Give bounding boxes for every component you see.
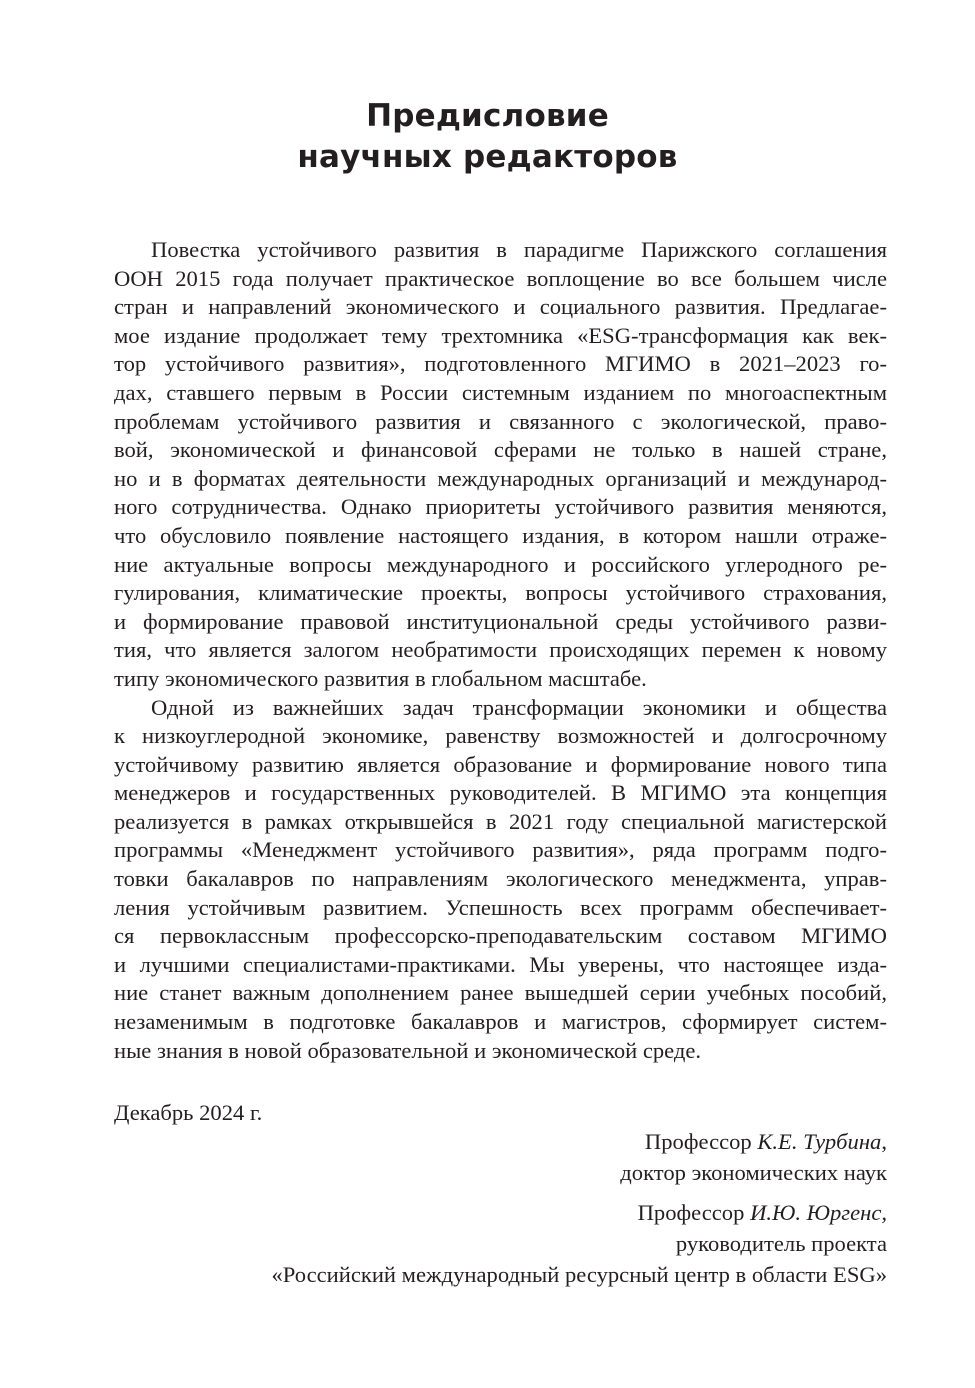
text-line: проблемам устойчивого развития и связанного с экологической, право- [114,408,887,434]
signature-prefix: Профессор [637,1200,751,1225]
text-line: типу экономического развития в глобальном масштабе. [114,665,647,691]
text-line: ления устойчивым развитием. Успешность всех программ обеспечивает- [114,894,887,920]
text-line: к низкоуглеродной экономике, равенству возможностей и долгосрочному [114,723,887,749]
text-line: тор устойчивого развития», подготовленного МГИМО в 2021–2023 го- [114,351,887,377]
text-line: программы «Менеджмент устойчивого развития», ряда программ подго- [114,837,887,863]
page-title-line-2: научных редакторов [297,139,678,175]
text-line: реализуется в рамках открывшейся в 2021 году специальной магистерской [114,808,887,834]
text-line: товки бакалавров по направлениям экологического менеджмента, управ- [114,866,887,892]
text-line: Повестка устойчивого развития в парадигме Парижского соглашения [151,237,887,262]
text-line: ные знания в новой образовательной и экономической среде. [114,1037,702,1063]
signature-prefix: Профессор [644,1129,758,1154]
text-line: ние станет важным дополнением ранее вышедшей серии учебных пособий, [114,980,887,1006]
text-line: незаменимым в подготовке бакалавров и магистров, сформирует систем- [114,1009,887,1035]
page-title-line-1: Предисловие [366,98,609,134]
signature-yurgens [271,1197,887,1290]
text-line: мое издание продолжает тему трехтомника «ESG-трансформация как век- [114,322,887,348]
text-line: Одной из важнейших задач трансформации экономики и общества [151,694,887,720]
text-line: тия, что является залогом необратимости происходящих перемен к новому [114,637,887,663]
text-line: стран и направлений экономического и социального развития. Предлагае- [114,294,887,320]
signature-turbina [620,1126,887,1188]
paragraph-1 [114,236,887,694]
signature-name: К.Е. Турбина [757,1129,882,1154]
text-line: устойчивому развитию является образование и формирование нового типа [114,751,887,777]
signature-suffix: , [881,1129,887,1154]
text-line: ся первоклассным профессорско-преподавательским составом МГИМО [114,923,887,949]
signature-title: руководитель проекта [675,1231,887,1256]
text-line: менеджеров и государственных руководителей. В МГИМО эта концепция [114,780,887,806]
text-line: ного сотрудничества. Однако приоритеты устойчивого развития меняются, [114,494,887,520]
text-line: и формирование правовой институциональной среды устойчивого разви- [114,608,887,634]
date-line: Декабрь 2024 г. [114,1100,263,1125]
paragraph-2 [114,694,887,1066]
text-line: ние актуальные вопросы международного и российского углеродного ре- [114,551,887,577]
body-text [114,236,887,1065]
text-line: ООН 2015 года получает практическое воплощение во все большем числе [114,265,887,291]
signature-title: «Российский международный ресурсный центр в области ESG» [271,1262,887,1287]
signature-line [620,1126,887,1157]
text-line: гулирования, климатические проекты, вопросы устойчивого страхования, [114,580,887,606]
text-line: что обусловило появление настоящего издания, в котором нашли отраже- [114,522,887,548]
text-line: вой, экономической и финансовой сферами не только в нашей стране, [114,437,887,463]
signature-line [271,1197,887,1228]
text-line: дах, ставшего первым в России системным изданием по многоаспектным [114,379,887,405]
signature-name: И.Ю. Юргенс, [750,1200,887,1225]
page-title [0,96,975,178]
text-line: и лучшими специалистами-практиками. Мы уверены, что настоящее изда- [114,951,887,977]
signature-title: доктор экономических наук [620,1160,887,1185]
text-line: но и в форматах деятельности международных организаций и международ- [114,465,887,491]
